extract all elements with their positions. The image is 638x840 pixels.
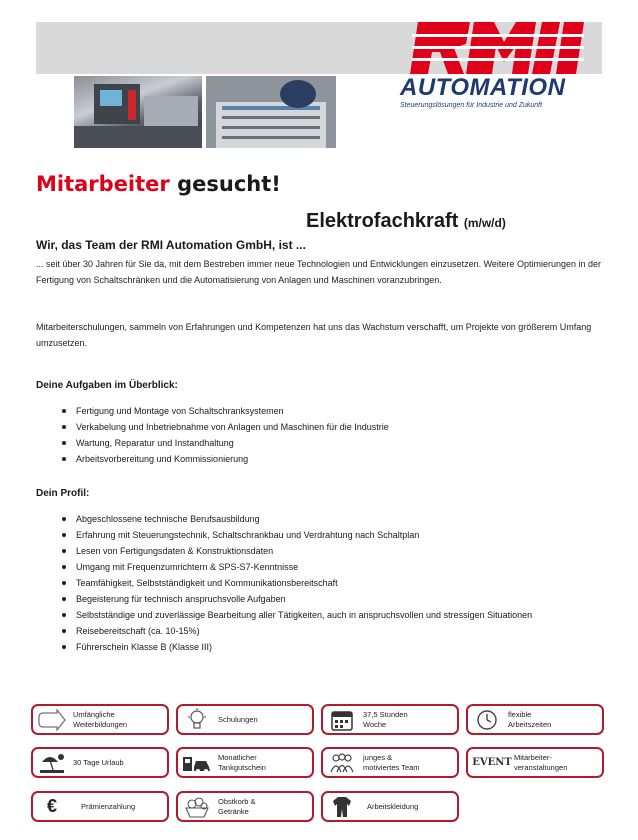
- profile-heading: Dein Profil:: [36, 488, 90, 499]
- benefit-line2: Woche: [363, 719, 387, 729]
- clock-icon: [472, 708, 502, 732]
- headline-red: Mitarbeiter: [36, 172, 170, 196]
- euro-icon: [37, 795, 67, 819]
- list-item: Reisebereitschaft (ca. 10-15%): [62, 623, 602, 639]
- job-title: [306, 210, 506, 233]
- benefit-schulungen: [176, 704, 314, 735]
- lightbulb-icon: [182, 708, 212, 732]
- photo-cabinet-wiring: [206, 76, 336, 148]
- benefit-line1: junges &: [363, 752, 393, 762]
- intro-heading: Wir, das Team der RMI Automation GmbH, ist ...: [36, 238, 306, 252]
- benefit-urlaub: [31, 747, 169, 778]
- benefit-team: [321, 747, 459, 778]
- benefit-arbeitskleidung: [321, 791, 459, 822]
- benefit-37-5-stunden: [321, 704, 459, 735]
- benefit-line1: 37,5 Stunden: [363, 709, 408, 719]
- list-item: Selbstständige und zuverlässige Bearbeitung aller Tätigkeiten, auch in anspruchsvollen und stressigen Situationen: [62, 607, 602, 623]
- headline: [36, 172, 281, 196]
- benefit-flexible-arbeitszeiten: [466, 704, 604, 735]
- list-item: Abgeschlossene technische Berufsausbildung: [62, 511, 602, 527]
- benefit-tankgutschein: [176, 747, 314, 778]
- intro-paragraph-2: Mitarbeiterschulungen, sammeln von Erfahrungen und Kompetenzen hat uns das Wachstum verschafft, um Projekte von größerem Umfang umzusetzen.: [36, 322, 592, 348]
- list-item: Teamfähigkeit, Selbstständigkeit und Kommunikationsbereitschaft: [62, 575, 602, 591]
- benefit-line2: veranstaltungen: [514, 762, 568, 772]
- job-title-text: Elektrofachkraft: [306, 210, 459, 232]
- list-item: Lesen von Fertigungsdaten & Konstruktionsdaten: [62, 543, 602, 559]
- benefit-line2: Weiterbildungen: [73, 719, 128, 729]
- list-item: Erfahrung mit Steuerungstechnik, Schaltschrankbau und Verdrahtung nach Schaltplan: [62, 527, 602, 543]
- tasks-heading: Deine Aufgaben im Überblick:: [36, 380, 178, 391]
- benefit-line2: motiviertes Team: [363, 762, 420, 772]
- logo-wordmark: AUTOMATION: [400, 74, 566, 101]
- list-item: Führerschein Klasse B (Klasse III): [62, 639, 602, 655]
- benefit-line1: 30 Tage Urlaub: [73, 757, 124, 767]
- rmi-letters-mark: [408, 22, 584, 74]
- event-icon: [472, 751, 512, 775]
- photo-cnc-machine: [74, 76, 202, 148]
- benefit-line2: Tankgutschein: [218, 762, 266, 772]
- list-item: Verkabelung und Inbetriebnahme von Anlagen und Maschinen für die Industrie: [62, 419, 602, 435]
- fruit-basket-icon: [182, 795, 212, 819]
- list-item: Umgang mit Frequenzumrichtern & SPS-S7-Kenntnisse: [62, 559, 602, 575]
- benefit-weiterbildungen: [31, 704, 169, 735]
- list-item: Fertigung und Montage von Schaltschranksystemen: [62, 403, 602, 419]
- arrow-icon: [37, 708, 67, 732]
- benefit-obstkorb: [176, 791, 314, 822]
- job-title-suffix: (m/w/d): [463, 216, 506, 230]
- benefit-praemienzahlung: [31, 791, 169, 822]
- rmi-logo: [398, 20, 598, 110]
- logo-tagline: Steuerungslösungen für Industrie und Zukunft: [400, 102, 543, 109]
- benefit-line1: flexible: [508, 709, 532, 719]
- benefit-line1: Monatlicher: [218, 752, 257, 762]
- euro-icon-text: €: [46, 796, 57, 816]
- benefit-line1: Mitarbeiter-: [514, 752, 552, 762]
- tasks-list: [62, 403, 602, 467]
- benefit-line1: Prämienzahlung: [81, 801, 136, 811]
- benefit-mitarbeiterveranstaltungen: [466, 747, 604, 778]
- list-item: Begeisterung für technisch anspruchsvolle Aufgaben: [62, 591, 602, 607]
- benefit-line1: Umfängliche: [73, 709, 115, 719]
- profile-list: [62, 511, 602, 655]
- fuel-car-icon: [182, 751, 212, 775]
- intro-paragraph-1: ... seit über 30 Jahren für Sie da, mit dem Bestreben immer neue Technologien und Entwicklungen einzusetzen. Weitere Optimierungen in der Fertigung von Schaltschränken und die Automatisierung von Anlagen und Maschinen voranzubringen.: [36, 259, 601, 285]
- workwear-icon: [327, 795, 357, 819]
- list-item: Arbeitsvorbereitung und Kommissionierung: [62, 451, 602, 467]
- headline-dark: gesucht!: [177, 172, 281, 196]
- benefit-line1: Arbeitskleidung: [367, 801, 419, 811]
- team-icon: [327, 751, 357, 775]
- benefit-line2: Arbeitszeiten: [508, 719, 552, 729]
- beach-icon: [37, 751, 67, 775]
- list-item: Wartung, Reparatur und Instandhaltung: [62, 435, 602, 451]
- benefit-line2: Getränke: [218, 806, 249, 816]
- benefit-line1: Schulungen: [218, 714, 258, 724]
- calendar-icon: [327, 708, 357, 732]
- event-icon-text: EVENT: [472, 757, 512, 768]
- benefit-line1: Obstkorb &: [218, 796, 256, 806]
